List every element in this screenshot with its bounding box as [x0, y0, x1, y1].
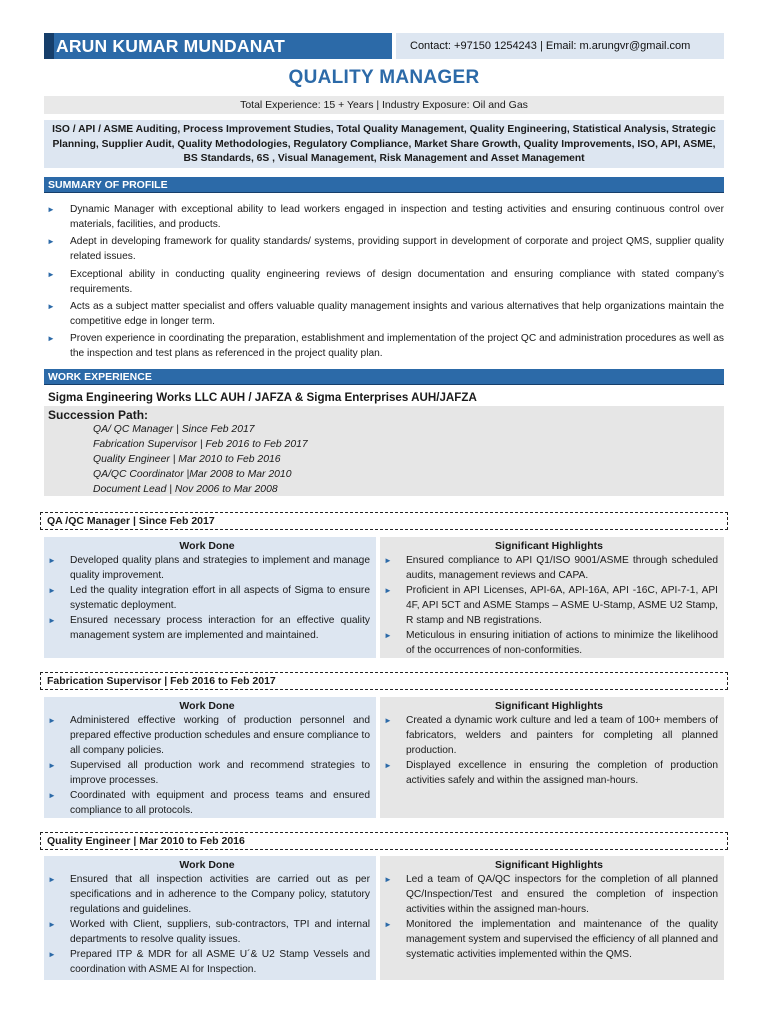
path-entry: QA/ QC Manager | Since Feb 2017 [93, 424, 255, 435]
highlight-text: Proficient in API Licenses, API-6A, API-16A, API -16C, API-7-1, API 4F, API 5CT and ASME Stamps – ASME U-Stamp, ASME U2 Stamp, R stamp and NB registrations. [406, 585, 718, 626]
path-entry: Document Lead | Nov 2006 to Mar 2008 [93, 484, 278, 495]
path-entry: Fabrication Supervisor | Feb 2016 to Feb 2017 [93, 439, 308, 450]
list-item [380, 872, 718, 917]
work-done-column [44, 856, 376, 980]
contact-details: Contact: +97150 1254243 | Email: m.arungvr@gmail.com [410, 40, 691, 52]
highlight-text: Ensured compliance to API Q1/ISO 9001/ASME through scheduled audits, management reviews and CAPA. [406, 555, 718, 581]
highlights-column [380, 697, 724, 818]
summary-text: Acts as a subject matter specialist and offers valuable quality management insights and various alternatives that help organizations maintain the competitive edge in longer term. [70, 300, 724, 327]
work-done-list [44, 713, 370, 818]
triangle-bullet-icon: ► [48, 716, 56, 725]
list-item [44, 917, 370, 947]
triangle-bullet-icon: ► [48, 761, 56, 770]
list-item [44, 583, 370, 613]
triangle-bullet-icon: ► [48, 950, 56, 959]
work-done-text: Coordinated with equipment and process teams and ensured compliance to all protocols. [70, 790, 370, 816]
triangle-bullet-icon: ► [384, 920, 392, 929]
job-title: QUALITY MANAGER [288, 67, 480, 88]
summary-text: Adept in developing framework for quality standards/ systems, providing support in development of corporate and project QMS, supplier quality related issues. [70, 236, 724, 263]
triangle-bullet-icon: ► [48, 875, 56, 884]
work-done-text: Supervised all production work and recommend strategies to improve processes. [70, 760, 370, 786]
list-item [44, 788, 370, 818]
role-heading-fabrication-supervisor [40, 672, 728, 690]
list-item [44, 872, 370, 917]
succession-path-label: Succession Path: [48, 408, 149, 422]
triangle-bullet-icon: ► [47, 237, 55, 247]
summary-text: Proven experience in coordinating the preparation, establishment and implementation of the project QC and administration procedures as well as the inspection and test plans as referenced in the project quality plan. [70, 333, 724, 360]
work-done-text: Prepared ITP & MDR for all ASME U´& U2 Stamp Vessels and coordination with ASME AI for Inspection. [70, 949, 370, 975]
highlight-text: Meticulous in ensuring initiation of actions to minimize the likelihood of the occurrences of non-conformities. [406, 630, 718, 656]
role-table-qa-qc-manager [44, 537, 724, 658]
triangle-bullet-icon: ► [384, 631, 392, 640]
path-entry: QA/QC Coordinator |Mar 2008 to Mar 2010 [93, 469, 292, 480]
highlight-text: Led a team of QA/QC inspectors for the completion of all planned QC/Inspection/Test and ensured the completion of inspection activities within the assigned man-hours. [406, 874, 718, 915]
role-table-fabrication-supervisor [44, 697, 724, 818]
work-experience-heading [44, 369, 724, 385]
triangle-bullet-icon: ► [48, 920, 56, 929]
triangle-bullet-icon: ► [384, 716, 392, 725]
work-done-text: Ensured necessary process interaction for an effective quality management system are implemented and maintained. [70, 615, 370, 641]
work-done-text: Administered effective working of production personnel and prepared effective production schedules and ensure compliance to all company policies. [70, 715, 370, 756]
path-entry: Quality Engineer | Mar 2010 to Feb 2016 [93, 454, 281, 465]
list-item [44, 613, 370, 643]
triangle-bullet-icon: ► [384, 875, 392, 884]
highlights-label: Significant Highlights [495, 540, 603, 552]
list-item [44, 202, 724, 232]
triangle-bullet-icon: ► [47, 269, 55, 279]
list-item [380, 553, 718, 583]
work-done-list [44, 872, 370, 977]
summary-heading [44, 177, 724, 193]
role-heading-quality-engineer [40, 832, 728, 850]
highlight-text: Monitored the implementation and maintenance of the quality management system and supervised the efficiency of all planned and systematic activities implemented within the QMS. [406, 919, 718, 960]
role-table-quality-engineer [44, 856, 724, 980]
company-name: Sigma Engineering Works LLC AUH / JAFZA & Sigma Enterprises AUH/JAFZA [44, 390, 724, 406]
contact-banner [396, 33, 724, 59]
work-done-column [44, 537, 376, 658]
list-item [44, 947, 370, 977]
list-item [380, 713, 718, 758]
triangle-bullet-icon: ► [48, 586, 56, 595]
work-done-text: Worked with Client, suppliers, sub-contractors, TPI and internal departments to resolve quality issues. [70, 919, 370, 945]
summary-heading-label: SUMMARY OF PROFILE [48, 179, 168, 191]
triangle-bullet-icon: ► [384, 761, 392, 770]
list-item [44, 299, 724, 329]
highlight-text: Displayed excellence in ensuring the completion of production activities safely and within the assigned man-hours. [406, 760, 718, 786]
highlights-list [380, 872, 718, 962]
highlights-column [380, 856, 724, 980]
role-title: Quality Engineer | Mar 2010 to Feb 2016 [47, 835, 245, 847]
work-done-column [44, 697, 376, 818]
list-item [44, 234, 724, 264]
list-item [44, 267, 724, 297]
list-item [44, 713, 370, 758]
work-done-text: Developed quality plans and strategies to implement and manage quality improvement. [70, 555, 370, 581]
triangle-bullet-icon: ► [47, 301, 55, 311]
work-done-text: Ensured that all inspection activities are carried out as per specifications and in adherence to the Company policy, statutory regulations and guidelines. [70, 874, 370, 915]
keywords-block: ISO / API / ASME Auditing, Process Improvement Studies, Total Quality Management, Quality Engineering, Statistical Analysis, Strategic Planning, Supplier Audit, Quality Methodologies, Regulatory Compliance, Market Share Growth, Quality Improvements, ISO, API, ASME, BS Standards, 6S , Visual Management, Risk Management and Asset Management [44, 120, 724, 168]
experience-line: Total Experience: 15 + Years | Industry Exposure: Oil and Gas [44, 96, 724, 114]
role-heading-qa-qc-manager [40, 512, 728, 530]
role-title: QA /QC Manager | Since Feb 2017 [47, 515, 215, 527]
list-item [44, 331, 724, 361]
list-item [44, 758, 370, 788]
summary-text: Exceptional ability in conducting quality engineering reviews of design documentation and ensuring compliance with stated company’s requirements. [70, 268, 724, 295]
list-item [380, 758, 718, 788]
company-block [44, 390, 724, 496]
highlights-list [380, 713, 718, 788]
list-item [380, 628, 718, 658]
candidate-name: ARUN KUMAR MUNDANAT [56, 36, 286, 56]
list-item [380, 583, 718, 628]
work-done-label: Work Done [179, 700, 235, 712]
work-done-text: Led the quality integration effort in all aspects of Sigma to ensure systematic deployment. [70, 585, 370, 611]
summary-text: Dynamic Manager with exceptional ability to lead workers engaged in inspection and testing activities and ensuring continuous control over materials, facilities, and products. [70, 204, 724, 230]
work-done-list [44, 553, 370, 643]
highlights-label: Significant Highlights [495, 700, 603, 712]
highlight-text: Created a dynamic work culture and led a team of 100+ members of fabricators, welders and painters for completing all planned production. [406, 715, 718, 756]
highlights-label: Significant Highlights [495, 859, 603, 871]
triangle-bullet-icon: ► [48, 616, 56, 625]
triangle-bullet-icon: ► [47, 334, 55, 344]
triangle-bullet-icon: ► [47, 205, 55, 214]
list-item [44, 553, 370, 583]
highlights-list [380, 553, 718, 658]
work-experience-heading-label: WORK EXPERIENCE [48, 371, 152, 383]
list-item [380, 917, 718, 962]
work-done-label: Work Done [179, 859, 235, 871]
summary-list [44, 202, 724, 363]
highlights-column [380, 537, 724, 658]
triangle-bullet-icon: ► [48, 791, 56, 800]
triangle-bullet-icon: ► [384, 586, 392, 595]
triangle-bullet-icon: ► [48, 556, 56, 565]
name-banner [44, 33, 392, 59]
triangle-bullet-icon: ► [384, 556, 392, 565]
succession-path-list [44, 422, 724, 497]
work-done-label: Work Done [179, 540, 235, 552]
role-title: Fabrication Supervisor | Feb 2016 to Feb 2017 [47, 675, 276, 687]
